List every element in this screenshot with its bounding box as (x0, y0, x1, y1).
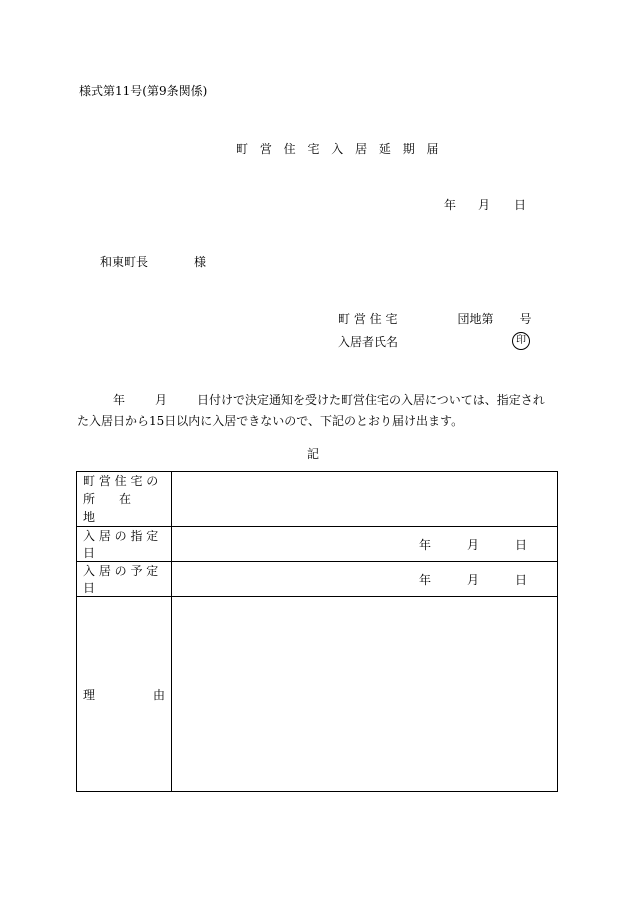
designated-year: 年 (418, 537, 431, 552)
addressee-honorific: 様 (194, 255, 207, 269)
planned-date-label: 入 居 の 予 定 日 (77, 562, 172, 597)
resident-name-label: 入居者氏名 (338, 335, 399, 349)
applicant-housing (338, 313, 531, 325)
location-value-cell[interactable] (172, 472, 558, 527)
designated-date-label: 入 居 の 指 定 日 (77, 527, 172, 562)
location-label-line2: 所 在 地 (83, 492, 156, 524)
number-label: 号 (519, 312, 532, 326)
designated-month: 月 (466, 537, 479, 552)
body-year: 年 (113, 393, 126, 407)
complex-label: 団地第 (457, 312, 494, 326)
submission-date (444, 199, 526, 211)
date-year-label: 年 (444, 198, 457, 212)
addressee (100, 256, 206, 268)
reason-label-left: 理 (83, 687, 96, 702)
reason-label-cell (77, 597, 172, 792)
planned-day: 日 (514, 572, 527, 587)
date-day-label: 日 (514, 198, 527, 212)
location-label-cell (77, 472, 172, 527)
seal-icon: 印 (512, 332, 530, 350)
planned-date-cell[interactable] (172, 562, 558, 597)
designated-date-cell[interactable] (172, 527, 558, 562)
ki-heading: 記 (307, 447, 320, 461)
date-month-label: 月 (478, 198, 491, 212)
table-row (77, 562, 558, 597)
details-table (76, 471, 558, 792)
body-month: 月 (155, 393, 168, 407)
reason-label-right: 由 (152, 687, 165, 702)
planned-month: 月 (466, 572, 479, 587)
table-row (77, 527, 558, 562)
housing-label: 町 営 住 宅 (338, 312, 398, 326)
document-title: 町 営 住 宅 入 居 延 期 届 (236, 142, 443, 156)
reason-value-cell[interactable] (172, 597, 558, 792)
planned-year: 年 (418, 572, 431, 587)
body-paragraph (77, 390, 552, 432)
table-row (77, 597, 558, 792)
form-number: 様式第11号(第9条関係) (79, 84, 208, 98)
applicant-name-line (338, 336, 398, 348)
addressee-name: 和東町長 (100, 255, 149, 269)
location-label-line1: 町 営 住 宅 の (83, 474, 159, 488)
table-row (77, 472, 558, 527)
body-text: 日付けで決定通知を受けた町営住宅の入居については、指定された入居日から15日以内に入居できないので、下記のとおり届け出ます。 (77, 393, 545, 428)
designated-day: 日 (514, 537, 527, 552)
